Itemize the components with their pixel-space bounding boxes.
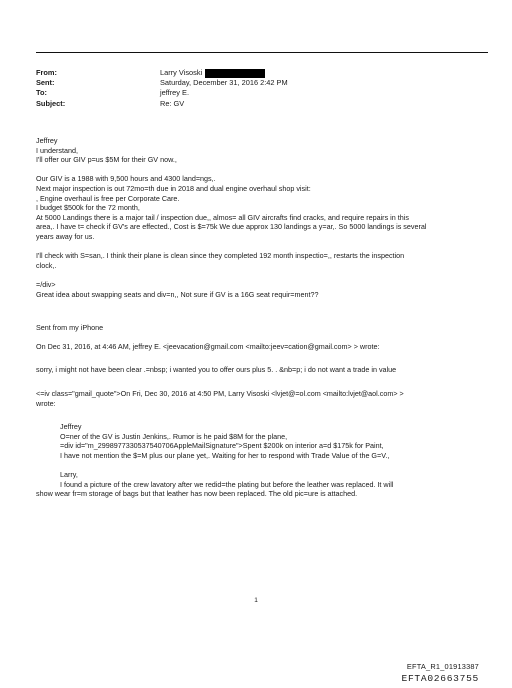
quoted-line: O=ner of the GV is Justin Jenkins,. Rumor is he paid $8M for the plane, xyxy=(60,431,288,441)
efta-id-large: EFTA02663755 xyxy=(401,673,479,684)
quoted-block xyxy=(36,422,488,489)
redaction-box xyxy=(205,69,265,78)
body-line: I understand, xyxy=(36,145,78,155)
from-row xyxy=(36,68,488,78)
body-line: Jeffrey xyxy=(36,136,58,145)
quoted-header-line: On Dec 31, 2016, at 4:46 AM, jeffrey E. <jeevacation@gmail.com <mailto:jeev=cation@gmail.com> > wrote: xyxy=(36,341,380,351)
subject-value: Re: GV xyxy=(160,98,185,108)
body-line: clock,. xyxy=(36,260,57,270)
body-line: area,. I have t= check if GV's are effected., Cost is $=75k We due approx 130 landings a y=ar,. So 5000 landings is several xyxy=(36,222,427,232)
efta-id-small: EFTA_R1_01913387 xyxy=(406,662,479,671)
body-line: Great idea about swapping seats and div=n,, Not sure if GV is a 16G seat requir=ment?? xyxy=(36,289,319,299)
body-line: , Engine overhaul is free per Corporate Care. xyxy=(36,193,180,203)
body-line: Our GIV is a 1988 with 9,500 hours and 4300 land=ngs,. xyxy=(36,174,216,184)
to-row xyxy=(36,88,488,98)
sent-label: Sent: xyxy=(36,78,55,88)
quoted-line: I found a picture of the crew lavatory after we redid=the plating but before the leather was replaced. It will xyxy=(60,479,394,489)
body-line: I'll offer our GIV p=us $5M for their GV now., xyxy=(36,155,177,165)
quoted-line: I have not mention the $=M plus our plane yet,. Waiting for her to respond with Trade Value of the G=V., xyxy=(60,451,390,461)
from-label: From: xyxy=(36,68,57,77)
sent-from-line: Sent from my iPhone xyxy=(36,322,104,332)
body-line: years away for us. xyxy=(36,231,95,241)
quoted-line: sorry, i might not have been clear .=nbsp; i wanted you to offer ours plus 5. . &nb=p; i do not want a trade in value xyxy=(36,365,397,375)
from-name: Larry Visoski xyxy=(160,68,203,77)
body-line: Next major inspection is out 72mo=th due in 2018 and dual engine overhaul shop visit: xyxy=(36,183,311,193)
sent-value: Saturday, December 31, 2016 2:42 PM xyxy=(160,78,288,88)
body-line: I budget $500k for the 72 month, xyxy=(36,203,140,213)
quoted-line: show wear fr=m storage of bags but that leather has now been replaced. The old pic=ure is attached. xyxy=(36,489,358,499)
page-number: 1 xyxy=(254,597,258,604)
subject-label: Subject: xyxy=(36,98,66,108)
to-value: jeffrey E. xyxy=(160,88,190,98)
body-line: =/div> xyxy=(36,279,56,289)
quoted-line: Larry, xyxy=(60,470,78,480)
body-line: At 5000 Landings there is a major tail / inspection due,, almos= all GIV aircrafts find cracks, and require repairs in this xyxy=(36,212,409,222)
email-body xyxy=(36,136,488,499)
to-label: To: xyxy=(36,88,47,98)
subject-row xyxy=(36,99,488,109)
quoted-header-line: <=iv class="gmail_quote">On Fri, Dec 30, 2016 at 4:50 PM, Larry Visoski <lvjet@=ol.com <mailto:lvjet@aol.com> > xyxy=(36,389,404,399)
sent-row xyxy=(36,78,488,88)
quoted-line: =div id="m_2998977330537540706AppleMailSignature">Spent $200k on interior a=d $175k for Paint, xyxy=(60,441,384,451)
from-value xyxy=(160,68,265,78)
body-line: I'll check with S=san,. I think their plane is clean since they completed 192 month inspectio=,, restarts the inspection xyxy=(36,251,405,261)
quoted-header-line: wrote: xyxy=(36,398,56,408)
header-rule xyxy=(36,52,488,53)
quoted-line: Jeffrey xyxy=(60,422,82,432)
email-header xyxy=(36,68,488,109)
